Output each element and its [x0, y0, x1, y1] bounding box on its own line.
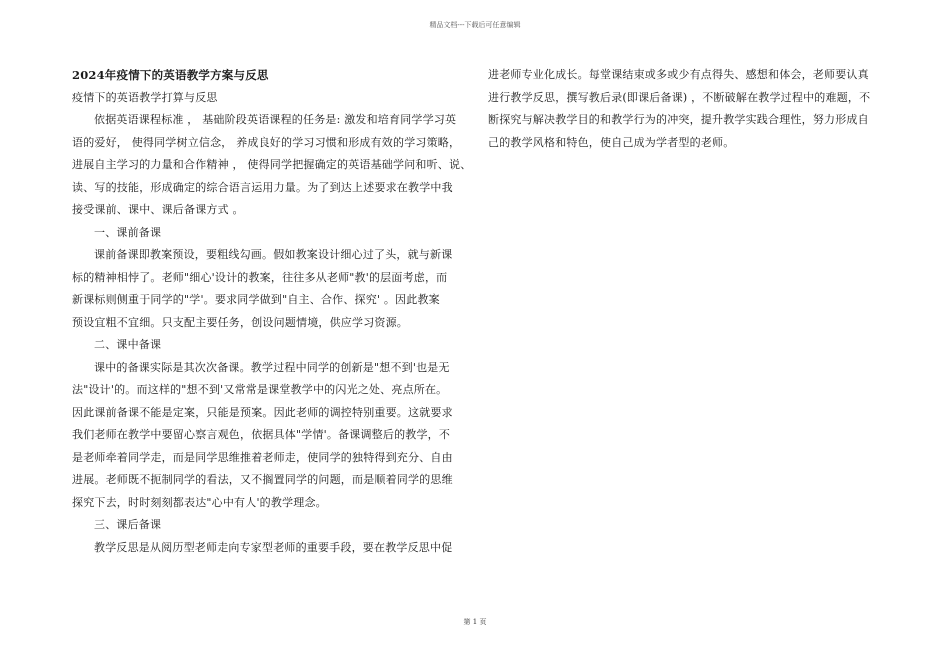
left-text-line: 三、课后备课 — [94, 518, 162, 531]
right-column — [488, 64, 880, 154]
left-text-line: 法"设计'的。而这样的"想不到'又常常是课堂教学中的闪光之处、亮点所在。 — [72, 383, 448, 396]
left-text-line: 教学反思是从阅历型老师走向专家型老师的重要手段，要在教学反思中促 — [94, 540, 453, 554]
right-text-line: 断探究与解决教学目的和教学行为的冲突，提升教学实践合理性，努力形成自 — [488, 113, 869, 126]
left-text-line: 预设宜粗不宜细。只支配主要任务，创设问题情境，供应学习资源。 — [72, 315, 408, 329]
left-text-line: 是老师牵着同学走，而是同学思维推着老师走，使同学的独特得到充分、自由 — [72, 450, 453, 464]
page-footer: 第 1 页 — [463, 618, 487, 626]
left-text-line: 课前备课即教案预设，要粗线勾画。假如教案设计细心过了头，就与新课 — [94, 248, 453, 261]
right-text-line: 己的教学风格和特色，使自己成为学者型的老师。 — [488, 135, 735, 149]
left-text-line: 语的爱好， 使得同学树立信念， 养成良好的学习习惯和形成有效的学习策略， — [72, 135, 461, 149]
left-text-line: 因此课前备课不能是定案，只能是预案。因此老师的调控特别重要。这就要求 — [72, 405, 453, 419]
left-column — [72, 64, 472, 559]
left-text-line: 进展自主学习的力量和合作精神 ， 使得同学把握确定的英语基础学问和听、说、 — [72, 158, 472, 171]
right-text-line: 进行教学反思，撰写教后录(即课后备课) ，不断破解在教学过程中的难题，不 — [488, 90, 871, 104]
left-text-line: 标的精神相悖了。老师"细心'设计的教案，往往多从老师"教'的层面考虑，而 — [72, 270, 448, 284]
left-text-line: 读、写的技能，形成确定的综合语言运用力量。为了到达上述要求在教学中我 — [72, 180, 453, 194]
left-text-line: 探究下去，时时刻刻都表达"心中有人'的教学理念。 — [72, 495, 327, 509]
left-text-line: 新课标则侧重于同学的"学'。要求同学做到"自主、合作、探究' 。因此教案 — [72, 293, 440, 306]
left-text-line: 我们老师在教学中要留心察言观色，依据具体"学情'。备课调整后的教学，不 — [72, 428, 451, 441]
left-text-line: 一、课前备课 — [94, 225, 162, 239]
left-text-line: 疫情下的英语教学打算与反思 — [72, 90, 218, 104]
left-text-line: 进展。老师既不扼制同学的看法，又不搁置同学的问题，而是顺着同学的思维 — [72, 473, 453, 486]
right-text-line: 进老师专业化成长。每堂课结束或多或少有点得失、感想和体会，老师要认真 — [488, 68, 869, 81]
page-header: 精品文档---下载后可任意编辑 — [429, 21, 521, 29]
document-title: 2024年疫情下的英语教学方案与反思 — [72, 68, 269, 82]
left-text-line: 二、课中备课 — [94, 338, 162, 351]
left-text-line: 接受课前、课中、课后备课方式 。 — [72, 203, 244, 216]
left-text-line: 课中的备课实际是其次次备课。教学过程中同学的创新是"想不到'也是无 — [94, 360, 450, 374]
left-text-line: 依据英语课程标准 ， 基础阶段英语课程的任务是: 激发和培育同学学习英 — [94, 113, 457, 126]
